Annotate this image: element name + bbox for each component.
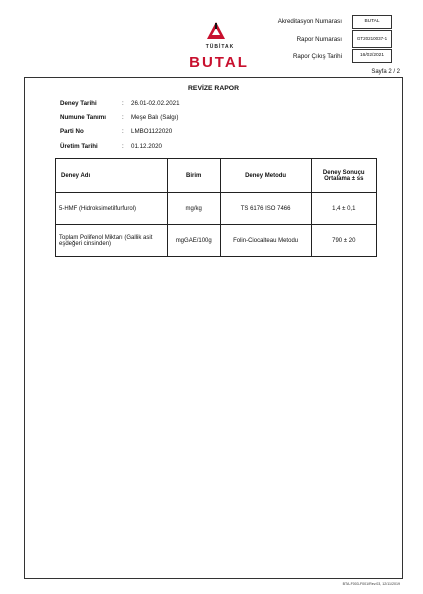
cell-method: TS 6176 ISO 7466 — [220, 193, 311, 225]
test-date-value: 26.01-02.02.2021 — [131, 100, 180, 107]
header-result: Deney Sonuçu Ortalama ± ss — [311, 159, 376, 193]
cell-unit: mg/kg — [167, 193, 220, 225]
logo-subtitle: TÜBİTAK — [205, 44, 235, 50]
accreditation-value: BUTAL — [352, 15, 392, 29]
colon: : — [122, 128, 124, 135]
table-row — [56, 225, 377, 257]
sample-value: Meşe Balı (Salgı) — [131, 114, 179, 121]
test-date-label: Deney Tarihi — [60, 100, 97, 107]
report-number-value: GT20210037-1 — [352, 30, 392, 48]
table-header-row — [56, 159, 377, 193]
cell-test-name: 5-HMF (Hidroksimetilfurfurol) — [56, 193, 168, 225]
sample-label: Numune Tanımı — [60, 114, 106, 121]
accreditation-label: Akreditasyon Numarası — [277, 18, 342, 25]
report-date-label: Rapor Çıkış Tarihi — [292, 53, 342, 60]
cell-result: 1,4 ± 0,1 — [311, 193, 376, 225]
header-unit: Birim — [167, 159, 220, 193]
table-row — [56, 193, 377, 225]
header-test-name: Deney Adı — [56, 159, 168, 193]
report-title: REVİZE RAPOR — [188, 85, 239, 92]
report-frame — [24, 77, 403, 579]
cell-method: Folin-Ciocalteau Metodu — [220, 225, 311, 257]
cell-test-name: Toplam Polifenol Miktarı (Gallik asit eşdeğeri cinsinden) — [56, 225, 168, 257]
batch-label: Parti No — [60, 128, 84, 135]
production-date-label: Üretim Tarihi — [60, 143, 98, 150]
header-method: Deney Metodu — [220, 159, 311, 193]
logo-brand: BUTAL — [189, 54, 249, 71]
production-date-value: 01.12.2020 — [131, 143, 162, 150]
colon: : — [122, 100, 124, 107]
cell-result: 790 ± 20 — [311, 225, 376, 257]
results-table — [55, 158, 377, 257]
colon: : — [122, 143, 124, 150]
report-date-value: 16/02/2021 — [352, 49, 392, 63]
batch-value: LMBO1122020 — [131, 128, 173, 135]
page-number: Sayfa 2 / 2 — [371, 69, 400, 75]
cell-unit: mgGAE/100g — [167, 225, 220, 257]
report-number-label: Rapor Numarası — [296, 36, 342, 43]
colon: : — [122, 114, 124, 121]
document-footer-code: BTA-F003-F001/Rev.03, 12/11/2019 — [342, 582, 400, 586]
